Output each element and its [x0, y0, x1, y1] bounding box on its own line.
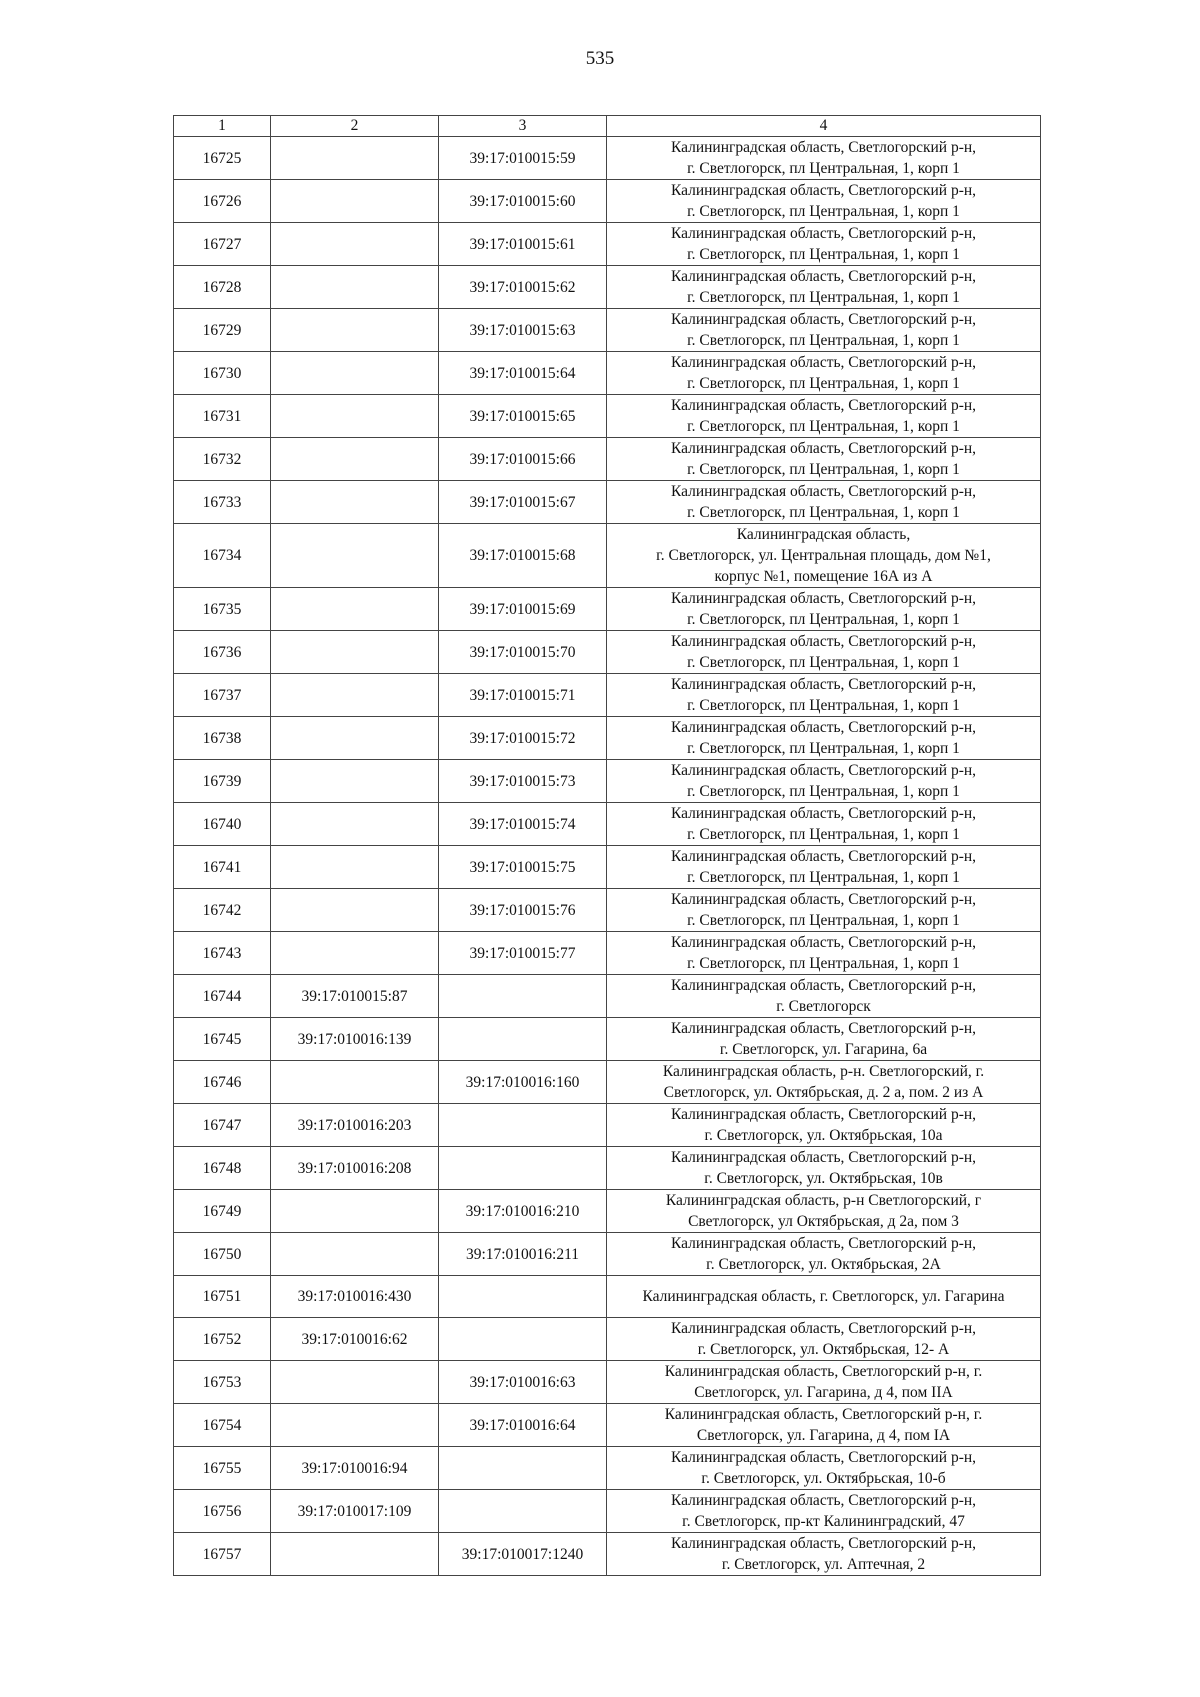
address-line: г. Светлогорск: [776, 998, 871, 1015]
cadastral-number-col2-cell: [271, 309, 439, 352]
cadastral-number-col2-cell: [271, 588, 439, 631]
table-row: [174, 137, 1041, 180]
address-cell: [607, 1276, 1041, 1318]
table-row: [174, 395, 1041, 438]
address-cell: [607, 1533, 1041, 1576]
cadastral-number-col3-cell: 39:17:010015:66: [439, 438, 607, 481]
row-number-cell: 16746: [174, 1061, 271, 1104]
table-row: [174, 481, 1041, 524]
row-number-cell: 16728: [174, 266, 271, 309]
cadastral-number-col3-cell: 39:17:010015:61: [439, 223, 607, 266]
cadastral-number-col2-cell: [271, 524, 439, 588]
cadastral-number-col2-cell: [271, 223, 439, 266]
row-number-cell: 16750: [174, 1233, 271, 1276]
row-number-cell: 16751: [174, 1276, 271, 1318]
column-header-2: 2: [271, 116, 439, 137]
address-line: г. Светлогорск, пл Центральная, 1, корп 1: [687, 418, 960, 435]
cadastral-number-col2-cell: [271, 137, 439, 180]
table-row: [174, 760, 1041, 803]
cadastral-number-col2-cell: [271, 717, 439, 760]
cadastral-number-col2-cell: 39:17:010016:208: [271, 1147, 439, 1190]
address-line: Калининградская область, Светлогорский р-н,: [670, 848, 977, 865]
row-number-cell: 16748: [174, 1147, 271, 1190]
row-number-cell: 16734: [174, 524, 271, 588]
cadastral-number-col3-cell: 39:17:010015:69: [439, 588, 607, 631]
cadastral-number-col3-cell: 39:17:010015:70: [439, 631, 607, 674]
address-cell: [607, 1233, 1041, 1276]
table-row: [174, 631, 1041, 674]
cadastral-number-col3-cell: 39:17:010015:77: [439, 932, 607, 975]
row-number-cell: 16754: [174, 1404, 271, 1447]
row-number-cell: 16730: [174, 352, 271, 395]
address-line: Калининградская область, р-н. Светлогорский, г.: [662, 1063, 985, 1080]
address-cell: [607, 266, 1041, 309]
table-row: [174, 266, 1041, 309]
address-line: Калининградская область, Светлогорский р-н,: [670, 1320, 977, 1337]
address-line: Калининградская область, Светлогорский р-н,: [670, 1235, 977, 1252]
address-line: г. Светлогорск, ул. Гагарина, 6а: [719, 1041, 928, 1058]
address-line: г. Светлогорск, пл Центральная, 1, корп 1: [687, 160, 960, 177]
address-cell: [607, 631, 1041, 674]
address-cell: [607, 481, 1041, 524]
address-line: корпус №1, помещение 16А из А: [714, 568, 933, 585]
address-line: г. Светлогорск, пл Центральная, 1, корп 1: [687, 869, 960, 886]
cadastral-number-col3-cell: 39:17:010015:73: [439, 760, 607, 803]
address-cell: [607, 846, 1041, 889]
cadastral-number-col2-cell: [271, 1061, 439, 1104]
cadastral-number-col3-cell: [439, 1018, 607, 1061]
address-line: г. Светлогорск, пл Центральная, 1, корп 1: [687, 332, 960, 349]
row-number-cell: 16755: [174, 1447, 271, 1490]
address-line: Калининградская область, Светлогорский р-н,: [670, 891, 977, 908]
row-number-cell: 16749: [174, 1190, 271, 1233]
cadastral-number-col3-cell: [439, 1447, 607, 1490]
row-number-cell: 16738: [174, 717, 271, 760]
address-cell: [607, 223, 1041, 266]
cadastral-number-col3-cell: 39:17:010016:64: [439, 1404, 607, 1447]
cadastral-number-col2-cell: [271, 846, 439, 889]
address-line: Калининградская область, Светлогорский р-н,: [670, 805, 977, 822]
row-number-cell: 16747: [174, 1104, 271, 1147]
row-number-cell: 16756: [174, 1490, 271, 1533]
cadastral-number-col3-cell: 39:17:010015:76: [439, 889, 607, 932]
address-cell: [607, 932, 1041, 975]
address-line: г. Светлогорск, пл Центральная, 1, корп 1: [687, 375, 960, 392]
address-cell: [607, 803, 1041, 846]
row-number-cell: 16752: [174, 1318, 271, 1361]
cadastral-number-col2-cell: [271, 1361, 439, 1404]
cadastral-number-col2-cell: [271, 1533, 439, 1576]
row-number-cell: 16753: [174, 1361, 271, 1404]
address-line: г. Светлогорск, пл Центральная, 1, корп 1: [687, 783, 960, 800]
address-line: г. Светлогорск, пл Центральная, 1, корп 1: [687, 826, 960, 843]
table-row: [174, 674, 1041, 717]
cadastral-number-col2-cell: [271, 438, 439, 481]
row-number-cell: 16725: [174, 137, 271, 180]
address-line: г. Светлогорск, пл Центральная, 1, корп 1: [687, 289, 960, 306]
row-number-cell: 16731: [174, 395, 271, 438]
page-number: 535: [585, 48, 615, 69]
cadastral-number-col2-cell: [271, 1190, 439, 1233]
table-row: [174, 1318, 1041, 1361]
address-line: Калининградская область, Светлогорский р-н,: [670, 977, 977, 994]
table-row: [174, 180, 1041, 223]
cadastral-number-col2-cell: [271, 395, 439, 438]
table-row: [174, 975, 1041, 1018]
cadastral-number-col3-cell: [439, 1276, 607, 1318]
address-line: Калининградская область, Светлогорский р-н,: [670, 1449, 977, 1466]
address-cell: [607, 1404, 1041, 1447]
table-row: [174, 717, 1041, 760]
address-line: г. Светлогорск, пр-кт Калининградский, 47: [682, 1513, 965, 1530]
address-line: Калининградская область, р-н Светлогорский, г: [665, 1192, 982, 1209]
table-row: [174, 932, 1041, 975]
row-number-cell: 16739: [174, 760, 271, 803]
row-number-cell: 16737: [174, 674, 271, 717]
address-line: Калининградская область, Светлогорский р-н, г.: [664, 1406, 983, 1423]
address-line: г. Светлогорск, пл Центральная, 1, корп 1: [687, 912, 960, 929]
cadastral-number-col3-cell: 39:17:010015:67: [439, 481, 607, 524]
address-cell: [607, 180, 1041, 223]
address-line: Калининградская область, Светлогорский р-н,: [670, 590, 977, 607]
address-line: Калининградская область, Светлогорский р-н,: [670, 225, 977, 242]
cadastral-number-col3-cell: 39:17:010015:59: [439, 137, 607, 180]
address-cell: [607, 1490, 1041, 1533]
address-line: Калининградская область, Светлогорский р-н,: [670, 676, 977, 693]
cadastral-number-col2-cell: [271, 352, 439, 395]
address-line: г. Светлогорск, пл Центральная, 1, корп 1: [687, 203, 960, 220]
address-line: Калининградская область, Светлогорский р-н,: [670, 139, 977, 156]
table-row: [174, 1104, 1041, 1147]
cadastral-number-col2-cell: [271, 674, 439, 717]
address-cell: [607, 1104, 1041, 1147]
table-body: [174, 116, 1041, 1576]
row-number-cell: 16727: [174, 223, 271, 266]
address-line: Калининградская область, Светлогорский р-н,: [670, 1106, 977, 1123]
cadastral-number-col2-cell: [271, 932, 439, 975]
cadastral-number-col2-cell: [271, 1404, 439, 1447]
cadastral-number-col3-cell: [439, 1104, 607, 1147]
table-row: [174, 524, 1041, 588]
address-cell: [607, 1361, 1041, 1404]
address-line: Калининградская область, Светлогорский р-н,: [670, 762, 977, 779]
address-line: Калининградская область, Светлогорский р-н,: [670, 934, 977, 951]
row-number-cell: 16745: [174, 1018, 271, 1061]
address-cell: [607, 1318, 1041, 1361]
table-row: [174, 309, 1041, 352]
table-row: [174, 1490, 1041, 1533]
table-row: [174, 1233, 1041, 1276]
address-line: Светлогорск, ул Октябрьская, д 2а, пом 3: [688, 1213, 959, 1230]
row-number-cell: 16743: [174, 932, 271, 975]
column-header-4: 4: [607, 116, 1041, 137]
address-line: Светлогорск, ул. Гагарина, д 4, пом IА: [696, 1427, 951, 1444]
address-line: Калининградская область, Светлогорский р-н,: [670, 311, 977, 328]
address-cell: [607, 524, 1041, 588]
cadastral-number-col2-cell: 39:17:010016:203: [271, 1104, 439, 1147]
row-number-cell: 16733: [174, 481, 271, 524]
address-line: Калининградская область, Светлогорский р-н,: [670, 268, 977, 285]
address-line: г. Светлогорск, ул. Октябрьская, 2А: [706, 1256, 941, 1273]
cadastral-number-col3-cell: 39:17:010015:64: [439, 352, 607, 395]
address-line: Калининградская область, Светлогорский р-н,: [670, 354, 977, 371]
cadastral-number-col2-cell: [271, 760, 439, 803]
address-line: Калининградская область,: [736, 526, 911, 543]
address-line: Калининградская область, Светлогорский р-н,: [670, 440, 977, 457]
address-line: г. Светлогорск, ул. Октябрьская, 10а: [704, 1127, 943, 1144]
address-cell: [607, 1190, 1041, 1233]
address-line: г. Светлогорск, ул. Октябрьская, 12- А: [697, 1341, 950, 1358]
address-cell: [607, 889, 1041, 932]
cadastral-number-col2-cell: 39:17:010015:87: [271, 975, 439, 1018]
cadastral-number-col3-cell: 39:17:010015:72: [439, 717, 607, 760]
table-row: [174, 1276, 1041, 1318]
cadastral-number-col2-cell: [271, 180, 439, 223]
cadastral-number-col3-cell: 39:17:010016:63: [439, 1361, 607, 1404]
cadastral-number-col2-cell: 39:17:010016:94: [271, 1447, 439, 1490]
table-row: [174, 1404, 1041, 1447]
cadastral-number-col2-cell: 39:17:010016:62: [271, 1318, 439, 1361]
address-cell: [607, 975, 1041, 1018]
table-row: [174, 1447, 1041, 1490]
address-line: Светлогорск, ул. Гагарина, д 4, пом IIА: [694, 1384, 953, 1401]
address-cell: [607, 674, 1041, 717]
cadastral-number-col3-cell: [439, 975, 607, 1018]
address-cell: [607, 395, 1041, 438]
cadastral-number-col2-cell: 39:17:010016:139: [271, 1018, 439, 1061]
address-line: Калининградская область, Светлогорский р-н,: [670, 1492, 977, 1509]
address-cell: [607, 1061, 1041, 1104]
cadastral-number-col3-cell: 39:17:010015:74: [439, 803, 607, 846]
address-line: Калининградская область, Светлогорский р-н,: [670, 1020, 977, 1037]
address-line: г. Светлогорск, пл Центральная, 1, корп 1: [687, 654, 960, 671]
table-row: [174, 1533, 1041, 1576]
table-row: [174, 223, 1041, 266]
address-cell: [607, 760, 1041, 803]
address-line: Калининградская область, Светлогорский р-н,: [670, 1535, 977, 1552]
address-line: г. Светлогорск, пл Центральная, 1, корп 1: [687, 611, 960, 628]
cadastral-number-col3-cell: 39:17:010015:65: [439, 395, 607, 438]
cadastral-number-col3-cell: 39:17:010016:211: [439, 1233, 607, 1276]
cadastral-number-col2-cell: 39:17:010016:430: [271, 1276, 439, 1318]
address-line: Калининградская область, Светлогорский р-н,: [670, 483, 977, 500]
row-number-cell: 16735: [174, 588, 271, 631]
row-number-cell: 16736: [174, 631, 271, 674]
cadastral-number-col2-cell: [271, 803, 439, 846]
table-row: [174, 1061, 1041, 1104]
cadastral-number-col3-cell: 39:17:010015:63: [439, 309, 607, 352]
table-row: [174, 1361, 1041, 1404]
table-row: [174, 889, 1041, 932]
row-number-cell: 16757: [174, 1533, 271, 1576]
row-number-cell: 16742: [174, 889, 271, 932]
address-cell: [607, 309, 1041, 352]
address-line: Калининградская область, Светлогорский р-н,: [670, 397, 977, 414]
row-number-cell: 16744: [174, 975, 271, 1018]
row-number-cell: 16740: [174, 803, 271, 846]
cadastral-number-col3-cell: [439, 1147, 607, 1190]
address-cell: [607, 1447, 1041, 1490]
address-line: Калининградская область, Светлогорский р-н,: [670, 719, 977, 736]
address-line: Калининградская область, г. Светлогорск, ул. Гагарина: [642, 1288, 1005, 1305]
address-line: г. Светлогорск, пл Центральная, 1, корп 1: [687, 461, 960, 478]
cadastral-number-col3-cell: 39:17:010016:160: [439, 1061, 607, 1104]
table-row: [174, 1018, 1041, 1061]
row-number-cell: 16732: [174, 438, 271, 481]
address-cell: [607, 352, 1041, 395]
table-row: [174, 1147, 1041, 1190]
property-registry-table: [173, 115, 1041, 1576]
address-line: г. Светлогорск, ул. Аптечная, 2: [721, 1556, 926, 1573]
cadastral-number-col3-cell: 39:17:010015:68: [439, 524, 607, 588]
column-header-3: 3: [439, 116, 607, 137]
cadastral-number-col2-cell: [271, 481, 439, 524]
cadastral-number-col2-cell: [271, 1233, 439, 1276]
address-cell: [607, 717, 1041, 760]
address-cell: [607, 588, 1041, 631]
address-line: г. Светлогорск, ул. Октябрьская, 10в: [704, 1170, 943, 1187]
address-cell: [607, 1018, 1041, 1061]
cadastral-number-col3-cell: 39:17:010015:60: [439, 180, 607, 223]
table-row: [174, 803, 1041, 846]
column-header-1: 1: [174, 116, 271, 137]
address-line: г. Светлогорск, пл Центральная, 1, корп 1: [687, 504, 960, 521]
address-cell: [607, 438, 1041, 481]
address-line: г. Светлогорск, ул. Центральная площадь, дом №1,: [656, 547, 991, 564]
cadastral-number-col3-cell: 39:17:010015:71: [439, 674, 607, 717]
address-line: Калининградская область, Светлогорский р-н,: [670, 1149, 977, 1166]
table-row: [174, 1190, 1041, 1233]
table-row: [174, 438, 1041, 481]
cadastral-number-col3-cell: 39:17:010017:1240: [439, 1533, 607, 1576]
cadastral-number-col3-cell: 39:17:010015:62: [439, 266, 607, 309]
cadastral-number-col3-cell: 39:17:010015:75: [439, 846, 607, 889]
address-line: Светлогорск, ул. Октябрьская, д. 2 а, пом. 2 из А: [663, 1084, 984, 1101]
cadastral-number-col2-cell: [271, 631, 439, 674]
table-row: [174, 352, 1041, 395]
cadastral-number-col3-cell: 39:17:010016:210: [439, 1190, 607, 1233]
cadastral-number-col3-cell: [439, 1490, 607, 1533]
row-number-cell: 16729: [174, 309, 271, 352]
table-header-row: [174, 116, 1041, 137]
table-row: [174, 588, 1041, 631]
cadastral-number-col2-cell: [271, 889, 439, 932]
cadastral-number-col2-cell: 39:17:010017:109: [271, 1490, 439, 1533]
row-number-cell: 16741: [174, 846, 271, 889]
table-row: [174, 846, 1041, 889]
address-cell: [607, 137, 1041, 180]
address-line: Калининградская область, Светлогорский р-н,: [670, 182, 977, 199]
address-line: г. Светлогорск, пл Центральная, 1, корп 1: [687, 955, 960, 972]
address-line: г. Светлогорск, пл Центральная, 1, корп 1: [687, 246, 960, 263]
address-line: г. Светлогорск, пл Центральная, 1, корп 1: [687, 740, 960, 757]
cadastral-number-col3-cell: [439, 1318, 607, 1361]
address-line: г. Светлогорск, ул. Октябрьская, 10-б: [701, 1470, 946, 1487]
address-line: г. Светлогорск, пл Центральная, 1, корп 1: [687, 697, 960, 714]
address-line: Калининградская область, Светлогорский р-н,: [670, 633, 977, 650]
address-cell: [607, 1147, 1041, 1190]
address-line: Калининградская область, Светлогорский р-н, г.: [664, 1363, 983, 1380]
row-number-cell: 16726: [174, 180, 271, 223]
cadastral-number-col2-cell: [271, 266, 439, 309]
